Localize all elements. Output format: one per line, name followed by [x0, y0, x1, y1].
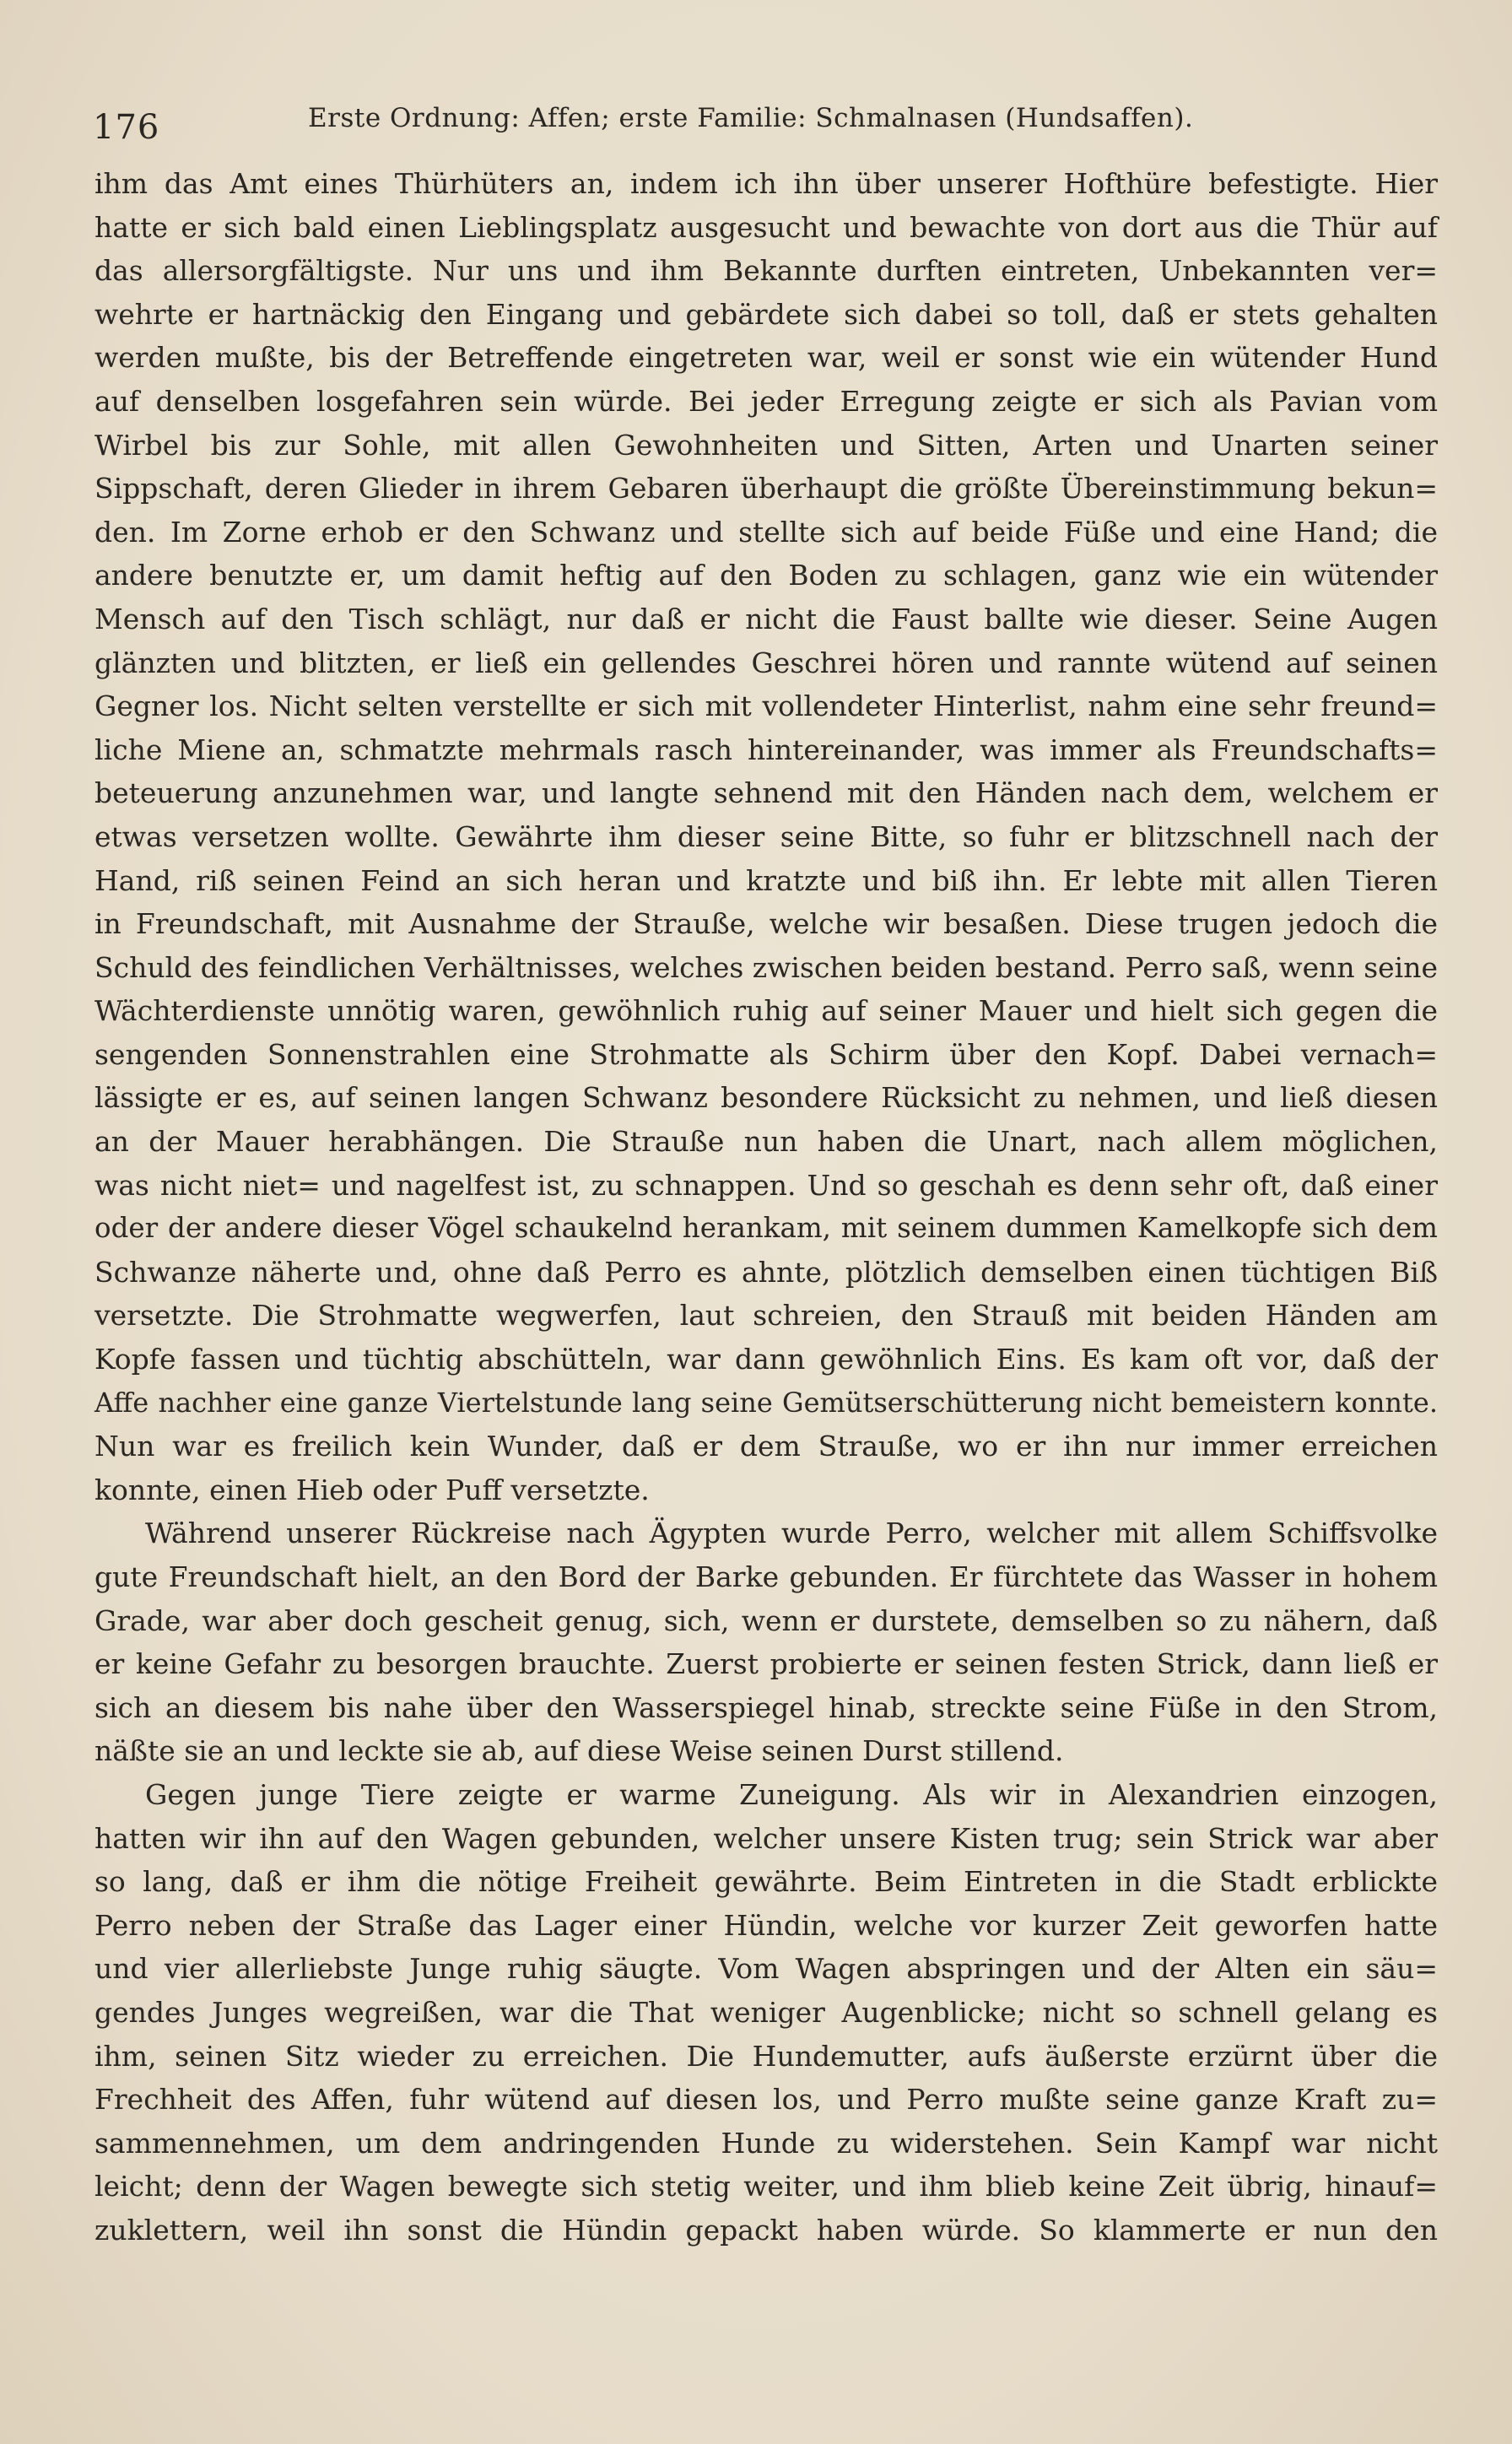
text-line: das allersorgfältigste. Nur uns und ihm Bekannte durften eintreten, Unbekannten ver= [94, 254, 1438, 288]
text-line: Gegner los. Nicht selten verstellte er sich mit vollendeter Hinterlist, nahm eine sehr freund= [94, 689, 1438, 723]
text-line: was nicht niet= und nagelfest ist, zu schnappen. Und so geschah es denn sehr oft, daß einer [94, 1168, 1438, 1202]
text-line: liche Miene an, schmatzte mehrmals rasch hintereinander, was immer als Freundschafts= [94, 733, 1438, 766]
text-line: Hand, riß seinen Feind an sich heran und kratzte und biß ihn. Er lebte mit allen Tieren [94, 863, 1438, 897]
text-line: lässigte er es, auf seinen langen Schwanz besondere Rücksicht zu nehmen, und ließ diesen [94, 1081, 1438, 1115]
text-line: Nun war es freilich kein Wunder, daß er dem Strauße, wo er ihn nur immer erreichen [94, 1430, 1438, 1463]
text-line: an der Mauer herabhängen. Die Strauße nun haben die Unart, nach allem möglichen, [94, 1125, 1438, 1159]
text-line: sammennehmen, um dem andringenden Hunde zu widerstehen. Sein Kampf war nicht [94, 2126, 1438, 2160]
text-line: Schuld des feindlichen Verhältnisses, welches zwischen beiden bestand. Perro saß, wenn seine [94, 950, 1438, 984]
text-line: Affe nachher eine ganze Viertelstunde lang seine Gemütserschütterung nicht bemeistern konnte. [94, 1386, 1438, 1419]
text-line: und vier allerliebste Junge ruhig säugte. Vom Wagen abspringen und der Alten ein säu= [94, 1952, 1438, 1986]
text-line: leicht; denn der Wagen bewegte sich stetig weiter, und ihm blieb keine Zeit übrig, hinauf= [94, 2170, 1438, 2203]
text-line: beteuerung anzunehmen war, und langte sehnend mit den Händen nach dem, welchem er [94, 776, 1438, 810]
text-line: etwas versetzen wollte. Gewährte ihm dieser seine Bitte, so fuhr er blitzschnell nach der [94, 819, 1438, 853]
running-head-title: Erste Ordnung: Affen; erste Familie: Schmalnasen (Hundsaffen). [308, 103, 1194, 133]
text-line: gendes Junges wegreißen, war die That weniger Augenblicke; nicht so schnell gelang es [94, 1995, 1438, 2029]
text-line: Mensch auf den Tisch schlägt, nur daß er nicht die Faust ballte wie dieser. Seine Augen [94, 602, 1438, 635]
paragraph-start-line: Während unserer Rückreise nach Ägypten wurde Perro, welcher mit allem Schiffsvolke [145, 1517, 1438, 1550]
text-line: Kopfe fassen und tüchtig abschütteln, war dann gewöhnlich Eins. Es kam oft vor, daß der [94, 1343, 1438, 1376]
text-line: Frechheit des Affen, fuhr wütend auf diesen los, und Perro mußte seine ganze Kraft zu= [94, 2083, 1438, 2117]
text-line: er keine Gefahr zu besorgen brauchte. Zuerst probierte er seinen festen Strick, dann ließ er [94, 1647, 1438, 1681]
text-line: Sippschaft, deren Glieder in ihrem Gebaren überhaupt die größte Übereinstimmung bekun= [94, 472, 1438, 506]
text-line: so lang, daß er ihm die nötige Freiheit gewährte. Beim Eintreten in die Stadt erblickte [94, 1865, 1438, 1899]
text-line: auf denselben losgefahren sein würde. Bei jeder Erregung zeigte er sich als Pavian vom [94, 384, 1438, 418]
text-line: andere benutzte er, um damit heftig auf den Boden zu schlagen, ganz wie ein wütender [94, 559, 1438, 592]
text-line: werden mußte, bis der Betreffende eingetreten war, weil er sonst wie ein wütender Hund [94, 341, 1438, 375]
text-line: Schwanze näherte und, ohne daß Perro es ahnte, plötzlich demselben einen tüchtigen Biß [94, 1255, 1438, 1289]
text-line: glänzten und blitzten, er ließ ein gellendes Geschrei hören und rannte wütend auf seinen [94, 646, 1438, 679]
text-line: in Freundschaft, mit Ausnahme der Strauße, welche wir besaßen. Diese trugen jedoch die [94, 907, 1438, 941]
body-text [94, 162, 1438, 2252]
text-line: Wirbel bis zur Sohle, mit allen Gewohnheiten und Sitten, Arten und Unarten seiner [94, 428, 1438, 462]
text-line: sich an diesem bis nahe über den Wasserspiegel hinab, streckte seine Füße in den Strom, [94, 1690, 1438, 1724]
text-line: den. Im Zorne erhob er den Schwanz und stellte sich auf beide Füße und eine Hand; die [94, 515, 1438, 549]
text-line: hatten wir ihn auf den Wagen gebunden, welcher unsere Kisten trug; sein Strick war aber [94, 1821, 1438, 1855]
text-line: Perro neben der Straße das Lager einer Hündin, welche vor kurzer Zeit geworfen hatte [94, 1908, 1438, 1942]
text-line: gute Freundschaft hielt, an den Bord der Barke gebunden. Er fürchtete das Wasser in hohem [94, 1560, 1438, 1593]
running-head [93, 100, 1443, 150]
text-line: oder der andere dieser Vögel schaukelnd herankam, mit seinem dummen Kamelkopfe sich dem [94, 1212, 1438, 1245]
text-line: wehrte er hartnäckig den Eingang und gebärdete sich dabei so toll, daß er stets gehalten [94, 297, 1438, 331]
text-line: näßte sie an und leckte sie ab, auf diese Weise seinen Durst stillend. [94, 1734, 1064, 1768]
text-line: versetzte. Die Strohmatte wegwerfen, laut schreien, den Strauß mit beiden Händen am [94, 1299, 1438, 1333]
paragraph-start-line: Gegen junge Tiere zeigte er warme Zuneigung. Als wir in Alexandrien einzogen, [145, 1777, 1438, 1811]
text-line: konnte, einen Hieb oder Puff versetzte. [94, 1473, 650, 1506]
text-line: sengenden Sonnenstrahlen eine Strohmatte als Schirm über den Kopf. Dabei vernach= [94, 1037, 1438, 1071]
text-line: Wächterdienste unnötig waren, gewöhnlich ruhig auf seiner Mauer und hielt sich gegen die [94, 994, 1438, 1028]
page-number: 176 [93, 108, 160, 147]
text-line: zuklettern, weil ihn sonst die Hündin gepackt haben würde. So klammerte er nun den [94, 2213, 1438, 2247]
text-line: ihm, seinen Sitz wieder zu erreichen. Die Hundemutter, aufs äußerste erzürnt über die [94, 2039, 1438, 2073]
text-line: ihm das Amt eines Thürhüters an, indem ich ihn über unserer Hofthüre befestigte. Hier [94, 167, 1438, 200]
text-line: Grade, war aber doch gescheit genug, sich, wenn er durstete, demselben so zu nähern, daß [94, 1603, 1438, 1637]
text-line: hatte er sich bald einen Lieblingsplatz ausgesucht und bewachte von dort aus die Thür auf [94, 210, 1438, 244]
